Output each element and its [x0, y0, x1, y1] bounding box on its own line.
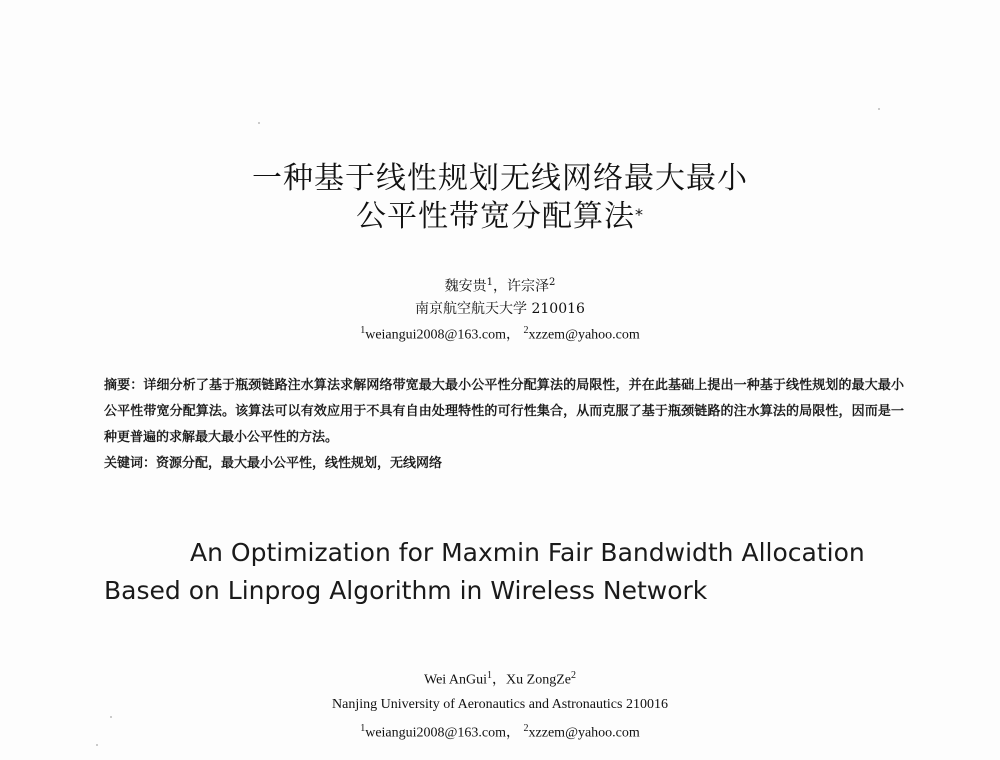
chinese-author-2-sup: 2 — [549, 277, 556, 288]
english-email-1: weiangui2008@163.com， — [365, 725, 521, 741]
english-author-separator: ， — [492, 672, 507, 688]
english-email-1-sup: 1 — [360, 722, 366, 734]
english-author-block — [0, 664, 1000, 745]
chinese-abstract — [104, 373, 904, 477]
chinese-email-line — [0, 320, 1000, 347]
abstract-paragraph — [104, 373, 904, 451]
keywords-label: 关键词： — [104, 456, 157, 471]
chinese-author-1: 魏安贵 — [444, 278, 487, 295]
chinese-author-1-sup: 1 — [486, 277, 493, 288]
abstract-label: 摘要： — [104, 378, 144, 393]
chinese-title-line-2-text: 公平性带宽分配算法 — [356, 199, 635, 234]
english-author-1: Wei AnGui — [424, 672, 488, 688]
chinese-title-line-1: 一种基于线性规划无线网络最大最小 — [252, 161, 748, 196]
english-title-line-1: An Optimization for Maxmin Fair Bandwidth Allocation — [190, 538, 865, 567]
english-email-line — [0, 717, 1000, 746]
chinese-author-line — [0, 272, 1000, 298]
scan-speck — [258, 122, 260, 124]
chinese-author-2: 许宗泽 — [507, 278, 549, 295]
chinese-email-1: weiangui2008@163.com， — [365, 327, 521, 343]
keywords-paragraph — [104, 451, 904, 477]
chinese-author-block — [0, 272, 1000, 346]
chinese-email-2: xzzem@yahoo.com — [528, 327, 640, 343]
english-author-2-sup: 2 — [570, 670, 576, 681]
english-affiliation: Nanjing University of Aeronautics and Astronautics 210016 — [332, 696, 668, 712]
chinese-title-line-2 — [0, 198, 1000, 236]
chinese-affiliation: 南京航空航天大学 210016 — [415, 300, 585, 317]
english-author-1-sup: 1 — [487, 670, 493, 681]
abstract-text: 详细分析了基于瓶颈链路注水算法求解网络带宽最大最小公平性分配算法的局限性，并在此基础上提出一种基于线性规划的最大最小公平性带宽分配算法。该算法可以有效应用于不具有自由处理特性的可行性集合，从而克服了基于瓶颈链路的注水算法的局限性，因而是一种更普遍的求解最大最小公平性的方法。 — [104, 378, 904, 445]
title-footnote-mark: * — [635, 205, 644, 224]
english-title — [104, 534, 904, 610]
chinese-title — [0, 160, 1000, 236]
english-title-line-2: Based on Linprog Algorithm in Wireless Network — [104, 576, 708, 605]
english-email-2: xzzem@yahoo.com — [528, 725, 640, 741]
scan-speck — [878, 108, 880, 110]
chinese-email-2-sup: 2 — [523, 324, 529, 336]
english-author-2: Xu ZongZe — [506, 672, 571, 688]
chinese-author-separator: ， — [493, 278, 507, 295]
english-author-line — [0, 664, 1000, 693]
english-email-2-sup: 2 — [523, 722, 529, 734]
chinese-email-1-sup: 1 — [360, 324, 366, 336]
keywords-text: 资源分配，最大最小公平性，线性规划，无线网络 — [156, 456, 443, 471]
